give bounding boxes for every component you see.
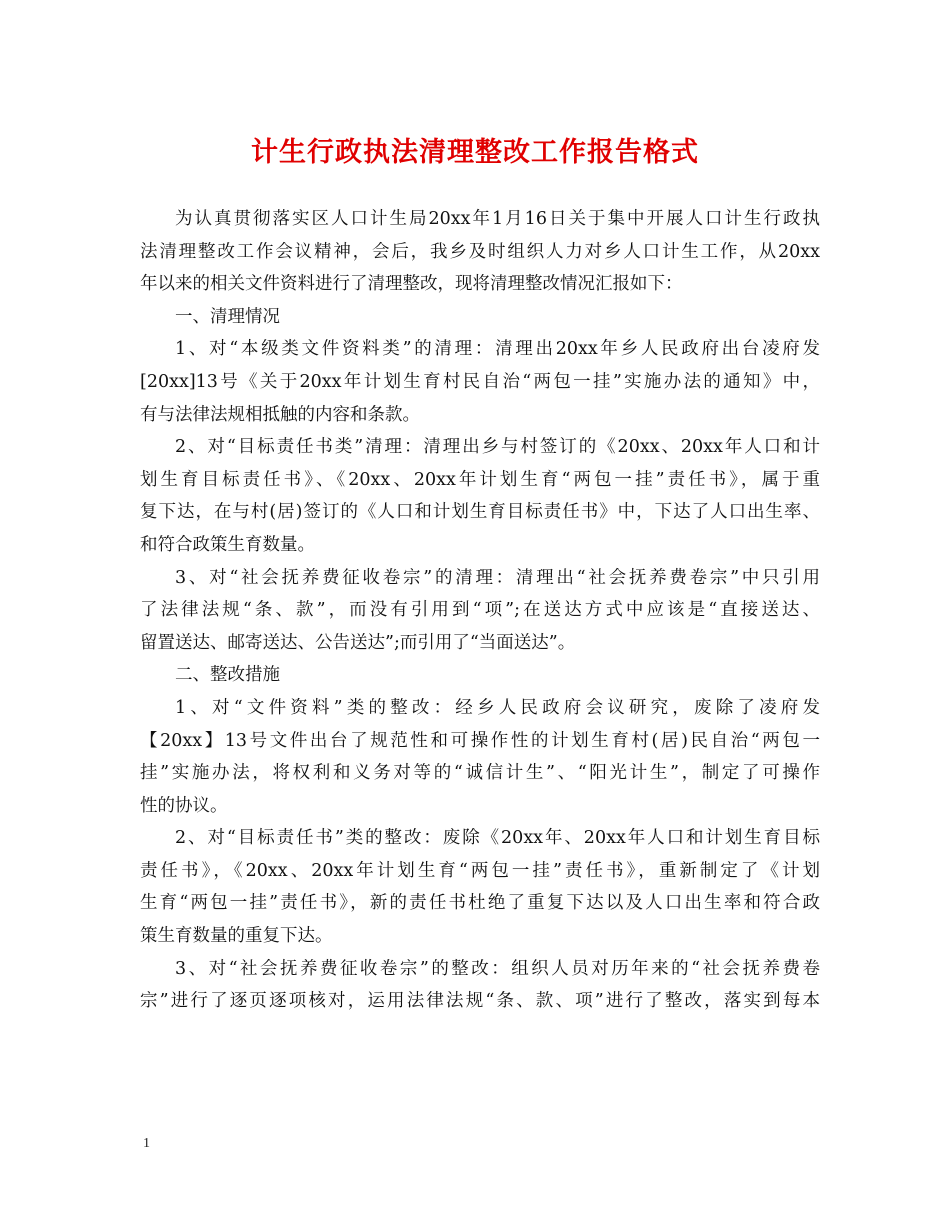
document-body <box>140 203 820 1018</box>
paragraph-line: 2、对“目标责任书类”清理：清理出乡与村签订的《20xx、20xx年人口和计 <box>175 437 820 458</box>
paragraph-line: 和符合政策生育数量。 <box>140 534 315 555</box>
paragraph-line: 年以来的相关文件资料进行了清理整改，现将清理整改情况汇报如下： <box>140 274 683 295</box>
paragraph-line: 2、对“目标责任书”类的整改：废除《20xx年、20xx年人口和计划生育目标 <box>175 828 820 849</box>
paragraph-line: [20xx]13号《关于20xx年计划生育村民自治“两包一挂”实施办法的通知》中， <box>140 371 820 392</box>
paragraph-line: 【20xx】13号文件出台了规范性和可操作性的计划生育村(居)民自治“两包一 <box>140 730 820 751</box>
paragraph-line: 为认真贯彻落实区人口计生局20xx年1月16日关于集中开展人口计生行政执 <box>175 209 820 229</box>
paragraph-line: 复下达，在与村(居)签订的《人口和计划生育目标责任书》中，下达了人口出生率、 <box>140 502 820 523</box>
section-heading: 二、整改措施 <box>175 665 280 686</box>
section-heading: 一、清理情况 <box>175 306 280 327</box>
paragraph-line: 留置送达、邮寄送达、公告送达”;而引用了“当面送达”。 <box>140 632 576 653</box>
paragraph-line: 划生育目标责任书》、《20xx、20xx年计划生育“两包一挂”责任书》，属于重 <box>140 469 820 490</box>
paragraph-line: 1、对“本级类文件资料类”的清理：清理出20xx年乡人民政府出台凌府发 <box>175 339 820 360</box>
paragraph-line: 3、对“社会抚养费征收卷宗”的整改：组织人员对历年来的“社会抚养费卷 <box>175 958 820 979</box>
paragraph-line: 宗”进行了逐页逐项核对，运用法律法规“条、款、项”进行了整改，落实到每本 <box>140 991 820 1012</box>
paragraph-line: 1、对“文件资料”类的整改：经乡人民政府会议研究，废除了凌府发 <box>175 697 820 718</box>
paragraph-line: 性的协议。 <box>140 795 228 816</box>
document-title: 计生行政执法清理整改工作报告格式 <box>251 137 699 168</box>
paragraph-line: 3、对“社会抚养费征收卷宗”的清理：清理出“社会抚养费卷宗”中只引用 <box>175 567 820 588</box>
paragraph-line: 责任书》，《20xx、20xx年计划生育“两包一挂”责任书》，重新制定了《计划 <box>140 860 820 881</box>
paragraph-line: 策生育数量的重复下达。 <box>140 926 333 947</box>
paragraph-line: 挂”实施办法，将权利和义务对等的“诚信计生”、“阳光计生”，制定了可操作 <box>140 763 820 784</box>
paragraph-line: 生育“两包一挂”责任书》，新的责任书杜绝了重复下达以及人口出生率和符合政 <box>140 893 820 914</box>
paragraph-line: 法清理整改工作会议精神，会后，我乡及时组织人力对乡人口计生工作，从20xx <box>140 241 820 262</box>
paragraph-line: 了法律法规“条、款”，而没有引用到“项”;在送达方式中应该是“直接送达、 <box>140 600 820 621</box>
paragraph-line: 有与法律法规相抵触的内容和条款。 <box>140 404 420 425</box>
page-number: 1 <box>143 1136 150 1151</box>
